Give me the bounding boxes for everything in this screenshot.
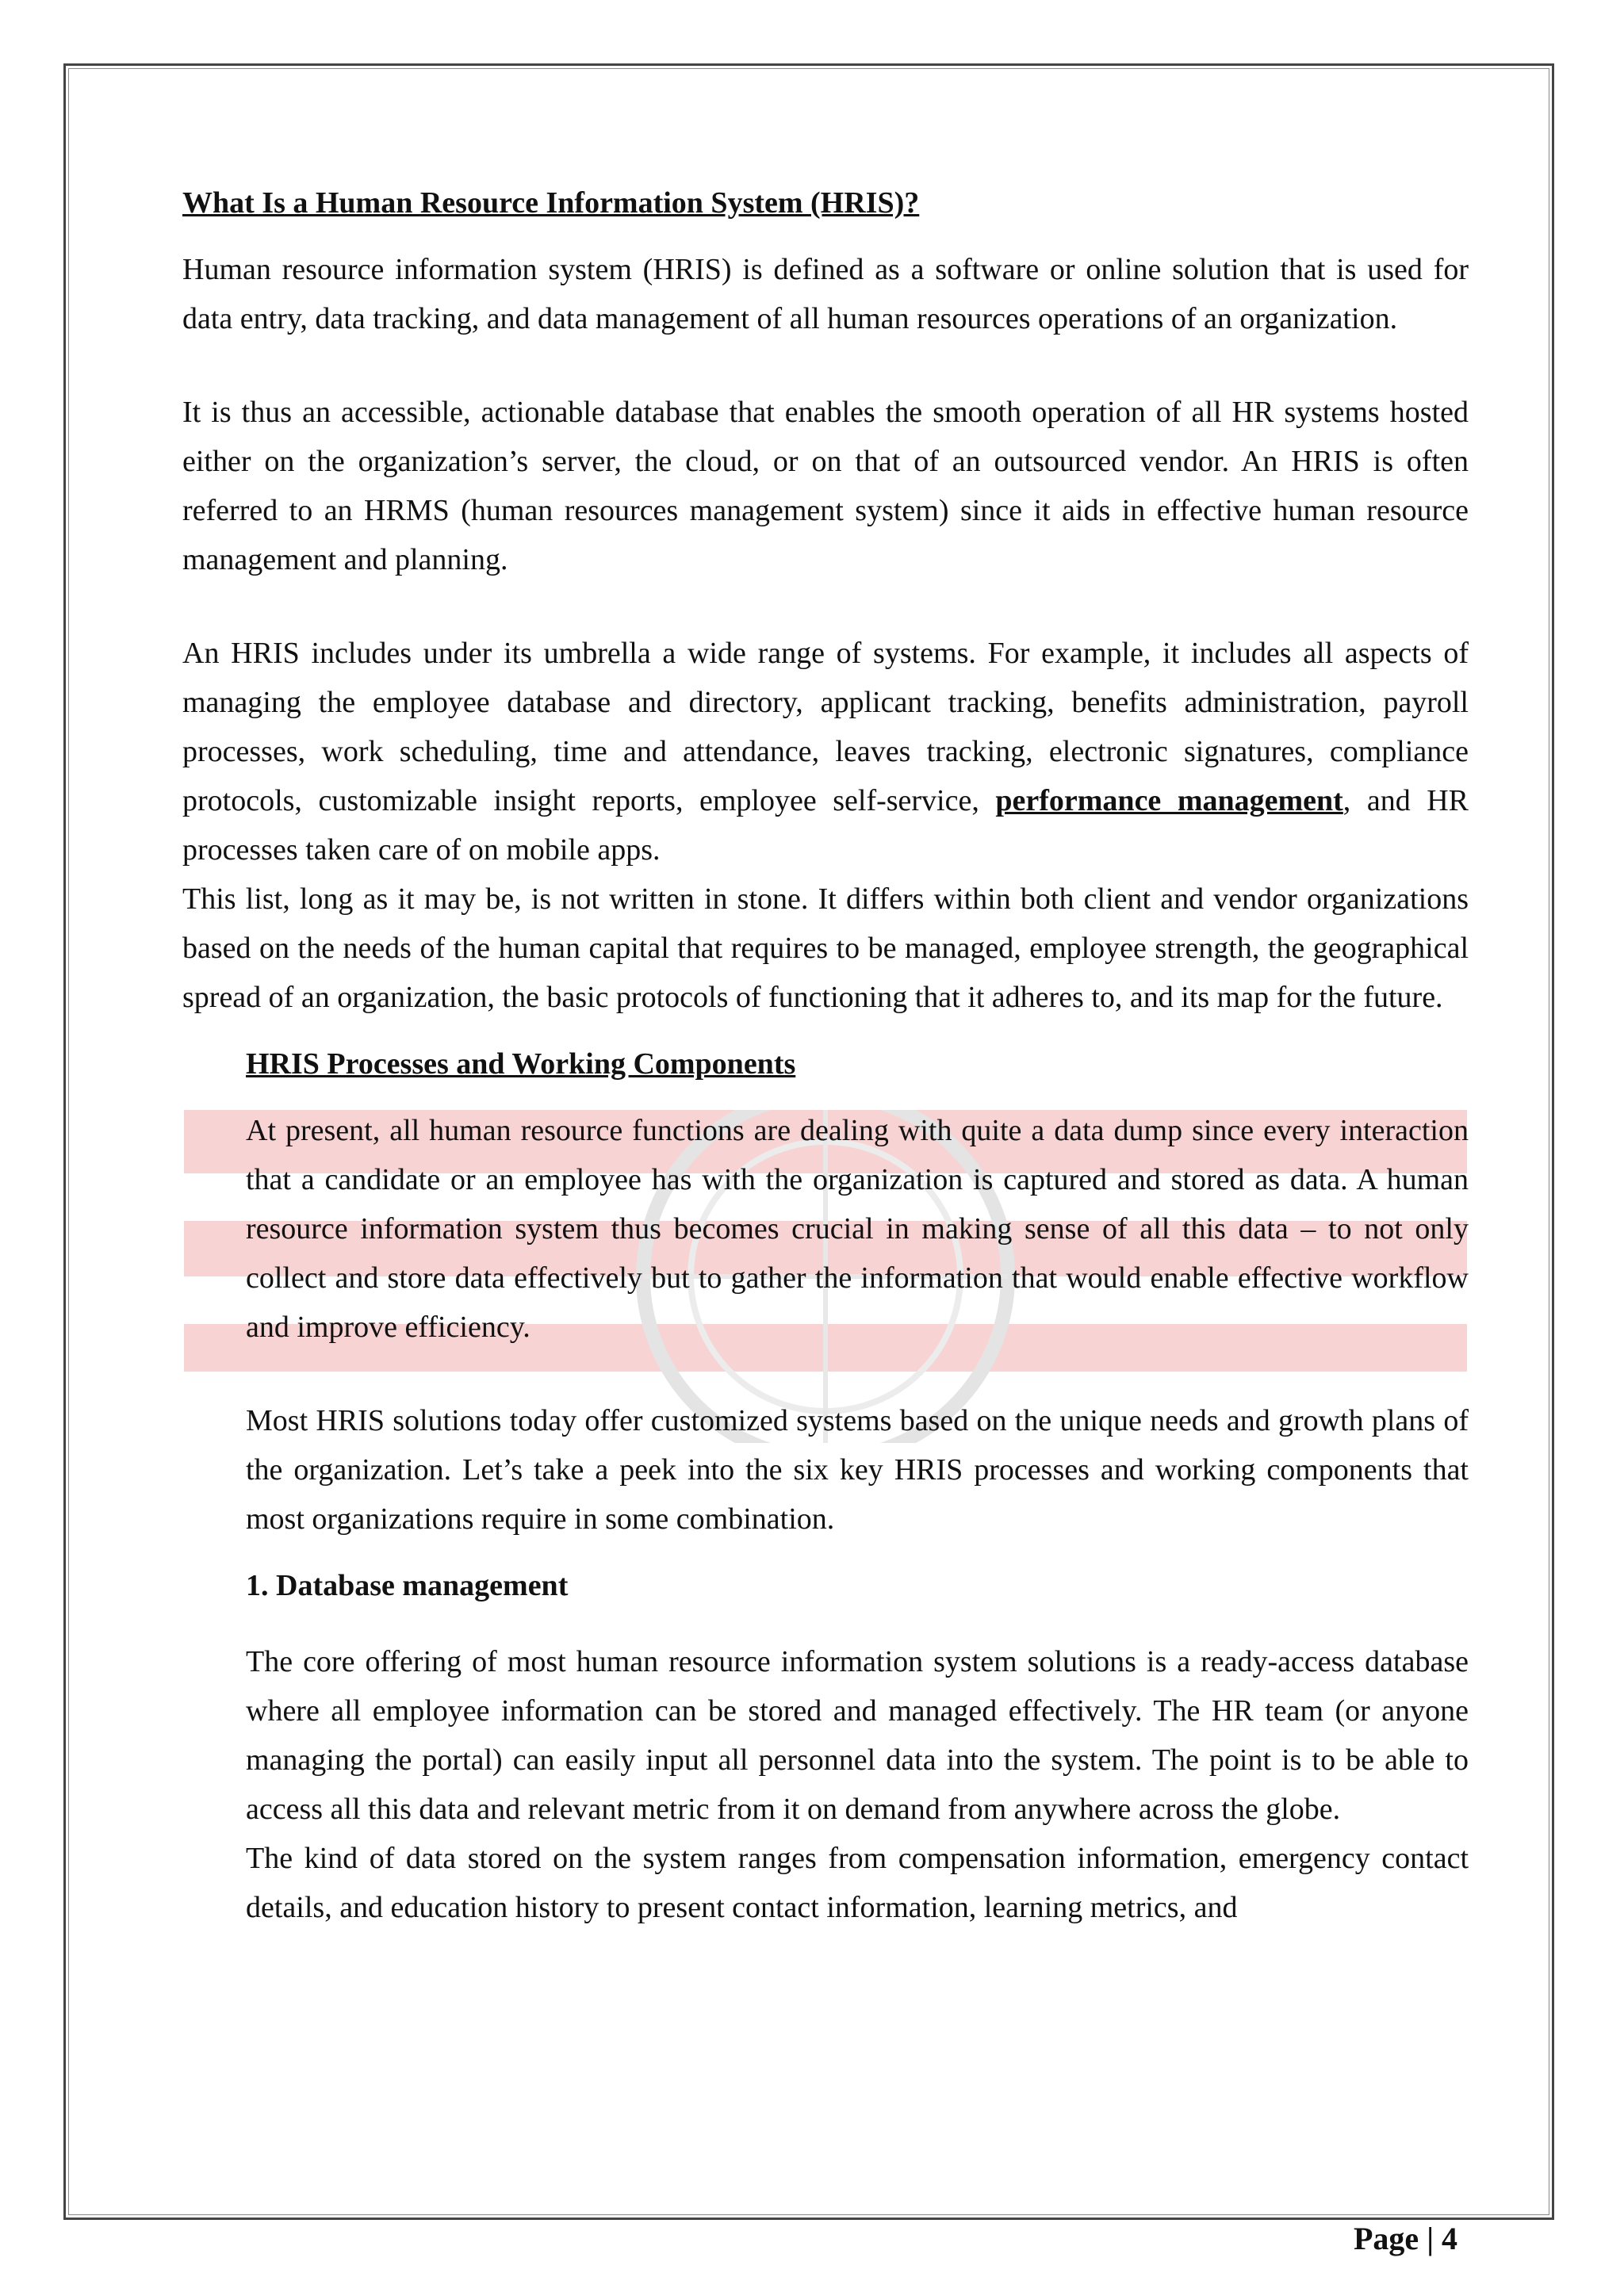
document-body [182, 178, 1469, 1932]
paragraph: The kind of data stored on the system ranges from compensation information, emergency contact details, and education history to present contact information, learning metrics, and [246, 1842, 1469, 1924]
paragraph-text: , and HR processes taken care of on mobile apps. [182, 784, 1469, 867]
page-number: Page | 4 [1354, 2221, 1457, 2256]
performance-management-link[interactable]: performance management [995, 784, 1343, 817]
paragraph-text: An HRIS includes under its umbrella a wide range of systems. For example, it includes all aspects of managing the employee database and directory, applicant tracking, benefits administration, payroll processes, work scheduling, time and attendance, leaves tracking, electronic signatures, compliance protocols, customizable insight reports, employee self-service, [182, 637, 1469, 817]
paragraph-systems [182, 629, 1469, 874]
subheading-database-management: 1. Database management [246, 1569, 569, 1602]
section-title-hris: What Is a Human Resource Information System (HRIS)? [182, 186, 920, 220]
paragraph: This list, long as it may be, is not written in stone. It differs within both client and vendor organizations based on the needs of the human capital that requires to be managed, employee strength, the geographical spread of an organization, the basic protocols of functioning that it adheres to, and its map for the future. [182, 882, 1469, 1014]
paragraph: At present, all human resource functions are dealing with quite a data dump since every interaction that a candidate or an employee has with the organization is captured and stored as data. A human resource information system thus becomes crucial in making sense of all this data – to not only collect and store data effectively but to gather the information that would enable effective workflow and improve efficiency. [246, 1114, 1469, 1344]
paragraph: It is thus an accessible, actionable database that enables the smooth operation of all HR systems hosted either on the organization’s server, the cloud, or on that of an outsourced vendor. An HRIS is often referred to an HRMS (human resources management system) since it aids in effective human resource management and planning. [182, 396, 1469, 576]
paragraph: Most HRIS solutions today offer customized systems based on the unique needs and growth plans of the organization. Let’s take a peek into the six key HRIS processes and working components that most organizations require in some combination. [246, 1404, 1469, 1536]
paragraph: The core offering of most human resource information system solutions is a ready-access database where all employee information can be stored and managed effectively. The HR team (or anyone managing the portal) can easily input all personnel data into the system. The point is to be able to access all this data and relevant metric from it on demand from anywhere across the globe. [246, 1645, 1469, 1826]
section-title-processes: HRIS Processes and Working Components [246, 1047, 796, 1081]
paragraph: Human resource information system (HRIS) is defined as a software or online solution that is used for data entry, data tracking, and data management of all human resources operations of an organization. [182, 253, 1469, 335]
section-processes [182, 1039, 1469, 1932]
